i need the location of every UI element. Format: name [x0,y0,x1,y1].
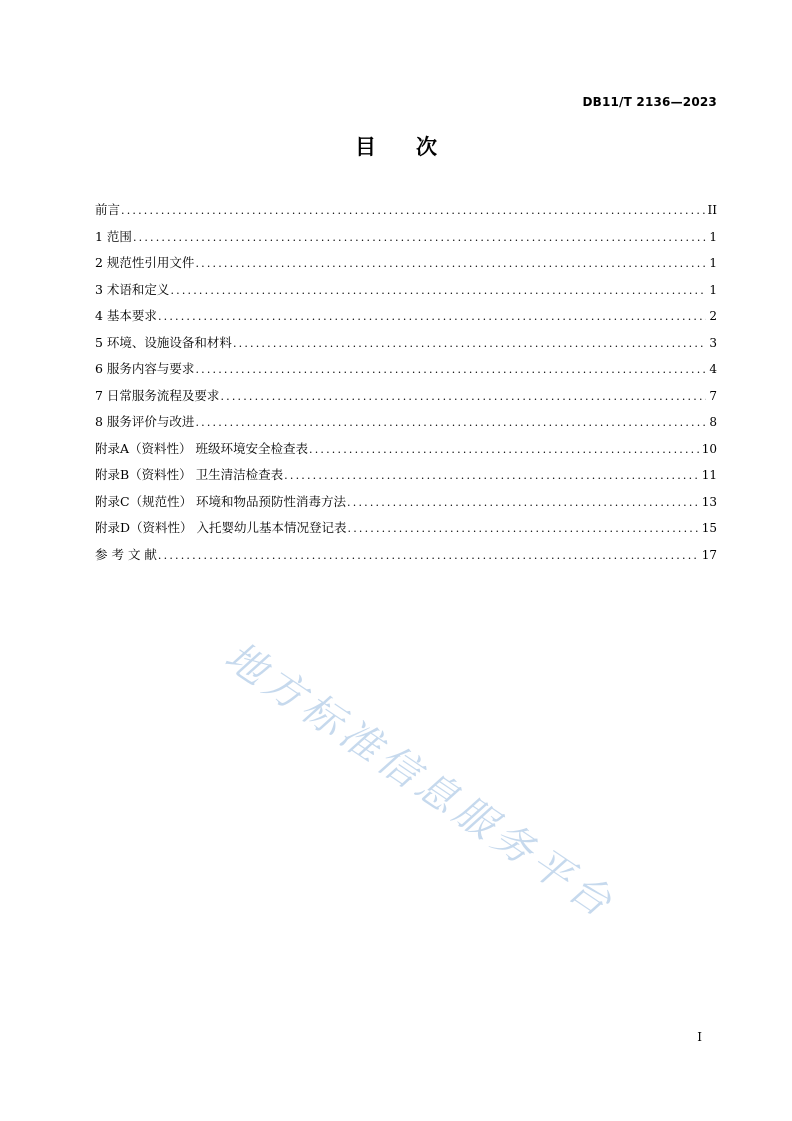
toc-entry-label: 5 环境、设施设备和材料 [95,334,232,350]
table-of-contents [95,200,717,571]
toc-entry-bibliography[interactable] [95,545,717,572]
toc-entry-page: 17 [701,547,717,562]
toc-entry-label: 前言 [95,202,121,217]
toc-entry-daily-service-process[interactable] [95,386,717,413]
toc-entry-label: 1 范围 [95,228,132,244]
toc-entry-page: 10 [701,441,717,456]
toc-dot-leader [158,310,706,323]
toc-entry-label: 附录D（资料性） 入托婴幼儿基本情况登记表 [95,520,347,535]
toc-entry-label: 8 服务评价与改进 [95,414,195,429]
toc-dot-leader [170,284,706,297]
toc-dot-leader [195,363,706,376]
toc-entry-appendix-a[interactable] [95,439,717,466]
toc-entry-page: 3 [709,335,717,350]
toc-entry-label: 7 日常服务流程及要求 [95,387,220,403]
toc-entry-appendix-b[interactable] [95,465,717,492]
toc-dot-leader [220,390,706,403]
toc-dot-leader [284,469,699,482]
toc-entry-appendix-d[interactable] [95,518,717,545]
standard-code: DB11/T 2136—2023 [582,95,717,109]
toc-dot-leader [133,231,706,244]
toc-dot-leader [195,257,706,270]
toc-entry-label: 附录B（资料性） 卫生清洁检查表 [95,467,284,482]
toc-entry-page: 1 [709,256,717,270]
toc-entry-label: 6 服务内容与要求 [95,361,195,376]
toc-dot-leader [195,416,706,429]
toc-entry-page: 15 [701,521,717,535]
toc-entry-basic-requirements[interactable] [95,306,717,333]
toc-entry-page: 13 [701,494,717,509]
toc-entry-label: 附录C（规范性） 环境和物品预防性消毒方法 [95,493,347,509]
toc-dot-leader [309,443,699,456]
toc-entry-label: 参 考 文 献 [95,546,157,562]
toc-entry-page: 8 [709,415,717,429]
toc-entry-label: 3 术语和定义 [95,281,170,297]
toc-entry-page: 2 [709,309,717,323]
toc-dot-leader [233,337,706,350]
toc-entry-label: 附录A（资料性） 班级环境安全检查表 [95,440,309,456]
toc-entry-label: 4 基本要求 [95,308,157,323]
page-number: I [697,1030,702,1044]
toc-entry-page: 1 [709,282,717,297]
watermark-text: 地方标准信息服务平台 [216,633,624,929]
toc-entry-environment-facilities[interactable] [95,333,717,360]
toc-entry-scope[interactable] [95,227,717,254]
toc-entry-service-content[interactable] [95,359,717,386]
toc-entry-service-evaluation[interactable] [95,412,717,439]
toc-entry-label: 2 规范性引用文件 [95,255,195,270]
toc-entry-terms-definitions[interactable] [95,280,717,307]
toc-dot-leader [121,204,705,217]
toc-entry-page: 11 [701,468,717,482]
toc-entry-page: 7 [709,388,717,403]
toc-entry-page: II [707,203,717,217]
page-title: 目次 [355,135,477,159]
toc-entry-page: 4 [709,362,717,376]
toc-dot-leader [348,522,699,535]
toc-entry-foreword[interactable] [95,200,717,227]
toc-entry-page: 1 [709,229,717,244]
toc-entry-appendix-c[interactable] [95,492,717,519]
toc-entry-normative-references[interactable] [95,253,717,280]
toc-dot-leader [347,496,699,509]
toc-dot-leader [158,549,699,562]
